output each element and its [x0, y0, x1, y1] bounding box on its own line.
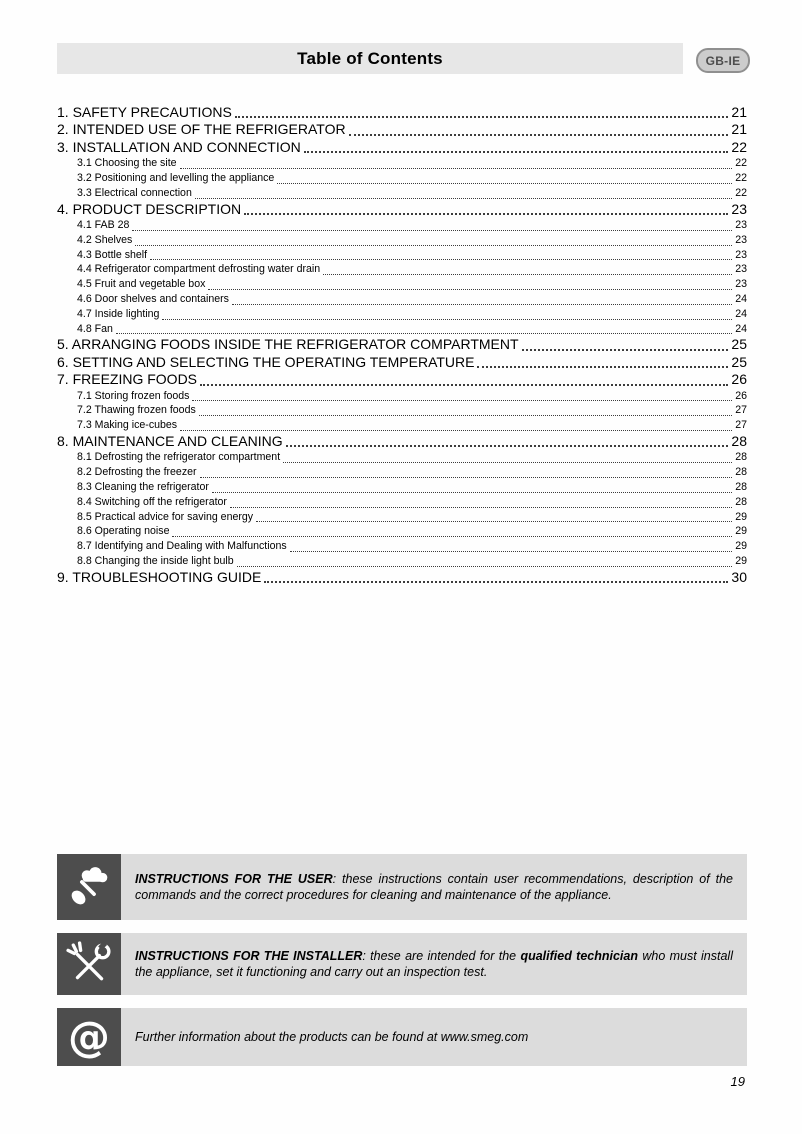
toc-entry — [57, 322, 747, 337]
toc-entry-label: 8. MAINTENANCE AND CLEANING — [57, 433, 283, 449]
toc-entry — [57, 418, 747, 433]
toc-leader-dots — [116, 333, 732, 334]
toc-entry-page: 23 — [735, 219, 747, 232]
toc-entry-label: 4.3 Bottle shelf — [77, 248, 148, 261]
toc-entry-label: 8.4 Switching off the refrigerator — [77, 495, 227, 508]
toc-entry-page: 25 — [731, 353, 747, 370]
toc-entry-page: 24 — [735, 293, 747, 305]
spoon-steam-icon — [57, 854, 121, 920]
at-sign-glyph: @ — [68, 1012, 110, 1061]
toc-leader-dots — [323, 274, 732, 275]
toc-entry-label: 4.2 Shelves — [77, 233, 133, 246]
toc-entry — [57, 171, 747, 186]
toc-entry-label: 7.1 Storing frozen foods — [77, 389, 190, 402]
toc-entry — [57, 389, 747, 404]
page-number: 19 — [730, 1074, 745, 1089]
page-header-bar — [57, 43, 683, 74]
toc-entry — [57, 201, 747, 218]
toc-entry-page: 26 — [735, 389, 747, 402]
toc-entry-page: 23 — [735, 248, 747, 261]
toc-entry-label: 6. SETTING AND SELECTING THE OPERATING TEMPERATURE — [57, 353, 475, 370]
toc-entry — [57, 277, 747, 292]
toc-entry-label: 4.8 Fan — [77, 322, 113, 335]
toc — [57, 104, 747, 586]
web-info-box — [57, 1008, 747, 1066]
installer-instructions-text — [121, 933, 747, 995]
toc-leader-dots — [235, 116, 729, 118]
installer-instructions-paragraph — [135, 948, 733, 981]
toc-entry-page: 22 — [735, 157, 747, 170]
toc-entry — [57, 292, 747, 307]
user-instructions-body: : these instructions contain user recommendations, description of the commands and the correct procedures for cleaning and maintenance of the appliance. — [135, 871, 733, 902]
toc-entry-label: 1. SAFETY PRECAUTIONS — [57, 104, 232, 120]
toc-entry — [57, 218, 747, 233]
toc-leader-dots — [286, 445, 729, 447]
toc-leader-dots — [304, 151, 729, 153]
toc-entry-label: 8.1 Defrosting the refrigerator compartment — [77, 451, 281, 464]
toc-entry-page: 26 — [731, 371, 747, 388]
toc-entry — [57, 569, 747, 586]
toc-entry-page: 29 — [735, 540, 747, 553]
toc-leader-dots — [180, 430, 732, 431]
toc-entry-label: 8.7 Identifying and Dealing with Malfunctions — [77, 540, 287, 553]
toc-entry-page: 29 — [735, 525, 747, 538]
toc-leader-dots — [522, 349, 729, 351]
installer-instructions-tail: who must install the appliance, set it functioning and carry out an inspection test. — [135, 948, 733, 979]
toc-entry — [57, 433, 747, 450]
installer-instructions-mid: : these are intended for the — [362, 948, 521, 963]
toc-entry — [57, 307, 747, 322]
toc-entry-label: 4.4 Refrigerator compartment defrosting water drain — [77, 263, 321, 276]
toc-entry-page: 29 — [735, 554, 747, 567]
toc-entry — [57, 524, 747, 539]
toc-entry-page: 27 — [735, 404, 747, 417]
toc-entry — [57, 156, 747, 171]
user-instructions-text — [121, 854, 747, 920]
installer-instructions-box — [57, 933, 747, 995]
at-sign-icon — [57, 1008, 121, 1066]
toc-entry-label: 4.1 FAB 28 — [77, 219, 130, 232]
toc-entry — [57, 336, 747, 353]
toc-entry-page: 22 — [731, 138, 747, 155]
toc-entry-page: 29 — [735, 510, 747, 523]
toc-entry-label: 7.2 Thawing frozen foods — [77, 404, 196, 417]
toc-entry — [57, 495, 747, 510]
toc-entry-page: 27 — [735, 419, 747, 432]
toc-leader-dots — [232, 304, 732, 305]
toc-entry-label: 4.5 Fruit and vegetable box — [77, 278, 206, 291]
toc-entry-page: 22 — [735, 186, 747, 199]
toc-entry-label: 4. PRODUCT DESCRIPTION — [57, 200, 242, 217]
toc-entry-label: 2. INTENDED USE OF THE REFRIGERATOR — [57, 121, 346, 138]
toc-leader-dots — [135, 245, 732, 246]
toc-leader-dots — [195, 198, 732, 199]
toc-entry-page: 25 — [731, 336, 747, 353]
toc-leader-dots — [283, 462, 732, 463]
toc-leader-dots — [199, 415, 732, 416]
toc-entry-label: 8.2 Defrosting the freezer — [77, 466, 197, 479]
toc-leader-dots — [150, 259, 732, 260]
toc-leader-dots — [244, 213, 728, 215]
toc-entry — [57, 403, 747, 418]
toc-entry — [57, 465, 747, 480]
toc-entry-label: 8.6 Operating noise — [77, 525, 170, 538]
toc-entry-label: 7. FREEZING FOODS — [57, 371, 198, 388]
language-badge — [696, 48, 750, 73]
toc-leader-dots — [264, 581, 728, 583]
info-boxes — [57, 854, 747, 1066]
toc-leader-dots — [208, 289, 732, 290]
toc-leader-dots — [237, 566, 733, 567]
toc-entry-label: 3.2 Positioning and levelling the appliance — [77, 172, 275, 185]
toc-entry-page: 28 — [735, 466, 747, 479]
web-info-paragraph: Further information about the products can be found at www.smeg.com — [135, 1029, 529, 1044]
toc-entry-label: 3.3 Electrical connection — [77, 186, 192, 199]
toc-leader-dots — [477, 366, 728, 368]
toc-entry — [57, 450, 747, 465]
toc-entry-page: 21 — [731, 104, 747, 120]
toc-leader-dots — [256, 521, 732, 522]
toc-entry-label: 3.1 Choosing the site — [77, 157, 177, 170]
toc-entry — [57, 233, 747, 248]
toc-entry-label: 3. INSTALLATION AND CONNECTION — [57, 138, 301, 155]
toc-leader-dots — [172, 536, 732, 537]
toc-leader-dots — [162, 319, 732, 320]
toc-entry-page: 28 — [731, 433, 747, 449]
toc-entry-label: 5. ARRANGING FOODS INSIDE THE REFRIGERATOR COMPARTMENT — [57, 336, 519, 353]
toc-entry-page: 30 — [731, 568, 747, 585]
toc-entry-label: 4.6 Door shelves and containers — [77, 293, 229, 305]
page-title: Table of Contents — [297, 48, 443, 68]
toc-entry — [57, 539, 747, 554]
crossed-tools-icon — [57, 933, 121, 995]
toc-leader-dots — [192, 400, 732, 401]
toc-entry-label: 8.5 Practical advice for saving energy — [77, 510, 254, 523]
toc-leader-dots — [349, 134, 729, 136]
toc-leader-dots — [200, 477, 733, 478]
toc-entry — [57, 371, 747, 388]
toc-entry — [57, 480, 747, 495]
toc-entry — [57, 248, 747, 263]
user-instructions-paragraph — [135, 871, 733, 904]
toc-entry — [57, 554, 747, 569]
toc-leader-dots — [200, 384, 728, 386]
toc-entry-page: 23 — [735, 263, 747, 276]
toc-leader-dots — [180, 168, 733, 169]
toc-entry-page: 28 — [735, 481, 747, 493]
toc-entry — [57, 186, 747, 201]
installer-instructions-emphasis: qualified technician — [520, 948, 638, 963]
toc-entry-label: 7.3 Making ice-cubes — [77, 419, 178, 432]
toc-entry-page: 21 — [731, 121, 747, 138]
web-info-text — [121, 1008, 747, 1066]
user-instructions-box — [57, 854, 747, 920]
toc-entry — [57, 354, 747, 371]
toc-entry — [57, 139, 747, 156]
toc-entry-page: 22 — [735, 172, 747, 185]
toc-leader-dots — [132, 230, 732, 231]
toc-entry-label: 8.8 Changing the inside light bulb — [77, 554, 234, 567]
toc-entry-page: 24 — [735, 307, 747, 320]
toc-entry-page: 23 — [735, 278, 747, 291]
user-instructions-lead: INSTRUCTIONS FOR THE USER — [135, 871, 333, 886]
toc-entry-page: 28 — [735, 495, 747, 508]
toc-entry — [57, 121, 747, 138]
toc-leader-dots — [277, 183, 732, 184]
toc-entry-page: 23 — [735, 233, 747, 246]
toc-leader-dots — [212, 492, 732, 493]
toc-leader-dots — [230, 507, 732, 508]
toc-entry — [57, 262, 747, 277]
toc-entry-page: 28 — [735, 451, 747, 464]
toc-entry — [57, 510, 747, 525]
toc-entry-label: 8.3 Cleaning the refrigerator — [77, 481, 209, 493]
toc-entry-label: 4.7 Inside lighting — [77, 307, 160, 320]
toc-entry — [57, 104, 747, 121]
toc-entry-label: 9. TROUBLESHOOTING GUIDE — [57, 568, 262, 585]
toc-entry-page: 23 — [731, 200, 747, 217]
toc-leader-dots — [290, 551, 733, 552]
language-badge-label: GB-IE — [705, 53, 741, 68]
toc-entry-page: 24 — [735, 322, 747, 335]
installer-instructions-lead: INSTRUCTIONS FOR THE INSTALLER — [135, 948, 363, 963]
